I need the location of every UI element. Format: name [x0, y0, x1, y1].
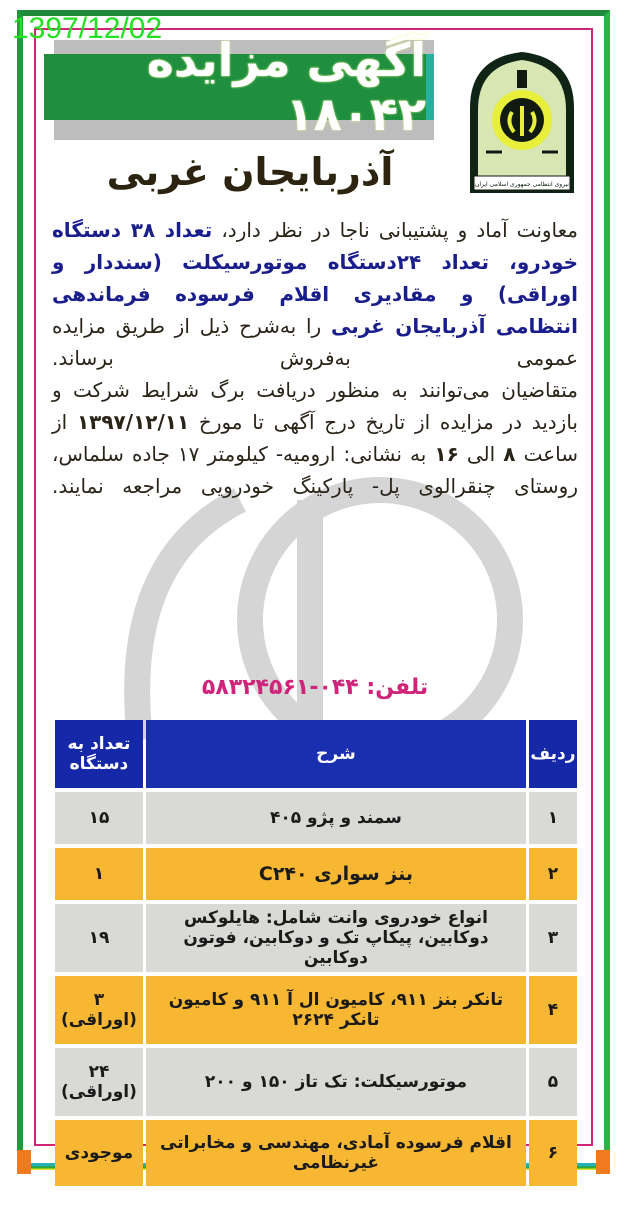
header-quantity: تعداد به دستگاه [55, 720, 143, 788]
date-stamp: 1397/12/02 [12, 12, 163, 45]
deadline-date: ۱۳۹۷/۱۲/۱۱ [76, 410, 190, 434]
table-row: ۱ سمند و پژو ۴۰۵ ۱۵ [55, 792, 577, 844]
highlight-items: تعداد ۳۸ دستگاه خودرو، تعداد ۲۴دستگاه موتورسیکلت (سنددار و اوراقی) و مقادیری اقلام فرسوده فرماندهی انتظامی آذربایجان غربی [52, 218, 579, 338]
auction-title: آگهی مزایده ۱۸۰۴۲ [146, 33, 426, 141]
announcement-body: معاونت آماد و پشتیبانی ناجا در نظر دارد، تعداد ۳۸ دستگاه خودرو، تعداد ۲۴دستگاه موتورسیکلت (سنددار و اوراقی) و مقادیری اقلام فرسوده فرماندهی انتظامی آذربایجان غربی را به‌شرح ذیل از طریق مزایده عمومی به‌فروش برساند. متقاضیان می‌توانند به منظور دریافت برگ شرایط شرکت و بازدید در مزایده از تاریخ درج آگهی تا مورخ ۱۳۹۷/۱۲/۱۱ از ساعت ۸ الی ۱۶ به نشانی: ارومیه- کیلومتر ۱۷ جاده سلماس، روستای چنقرالوی پل- پارکینگ خودرویی مراجعه نمایند. [52, 218, 579, 498]
items-table [52, 716, 580, 1190]
header-index: ردیف [529, 720, 577, 788]
corner-block-right [596, 1150, 610, 1174]
phone-number: تلفن: ۰۴۴-۵۸۳۲۴۵۶۱ [201, 675, 429, 700]
table-row: ۵ موتورسیکلت: تک تاز ۱۵۰ و ۲۰۰ ۲۴ (اوراقی) [55, 1048, 577, 1116]
table-row: ۴ تانکر بنز ۹۱۱، کامیون ال آ ۹۱۱ و کامیون تانکر ۲۶۲۴ ۳ (اوراقی) [55, 976, 577, 1044]
police-emblem-icon [462, 48, 582, 198]
table-row: ۶ اقلام فرسوده آمادی، مهندسی و مخابراتی غیرنظامی موجودی [55, 1120, 577, 1186]
svg-text:نیروی انتظامی جمهوری اسلامی ای: نیروی انتظامی جمهوری اسلامی ایران [475, 181, 569, 188]
header-description: شرح [146, 720, 526, 788]
province-subtitle: آذربایجان غربی [106, 150, 394, 194]
table-row: ۳ انواع خودروی وانت شامل: هایلوکس دوکابین، پیکاپ تک و دوکابین، فوتون دوکابین ۱۹ [55, 904, 577, 972]
title-banner [44, 33, 434, 141]
table-row: ۲ بنز سواری C۲۴۰ ۱ [55, 848, 577, 900]
corner-block-left [17, 1150, 31, 1174]
